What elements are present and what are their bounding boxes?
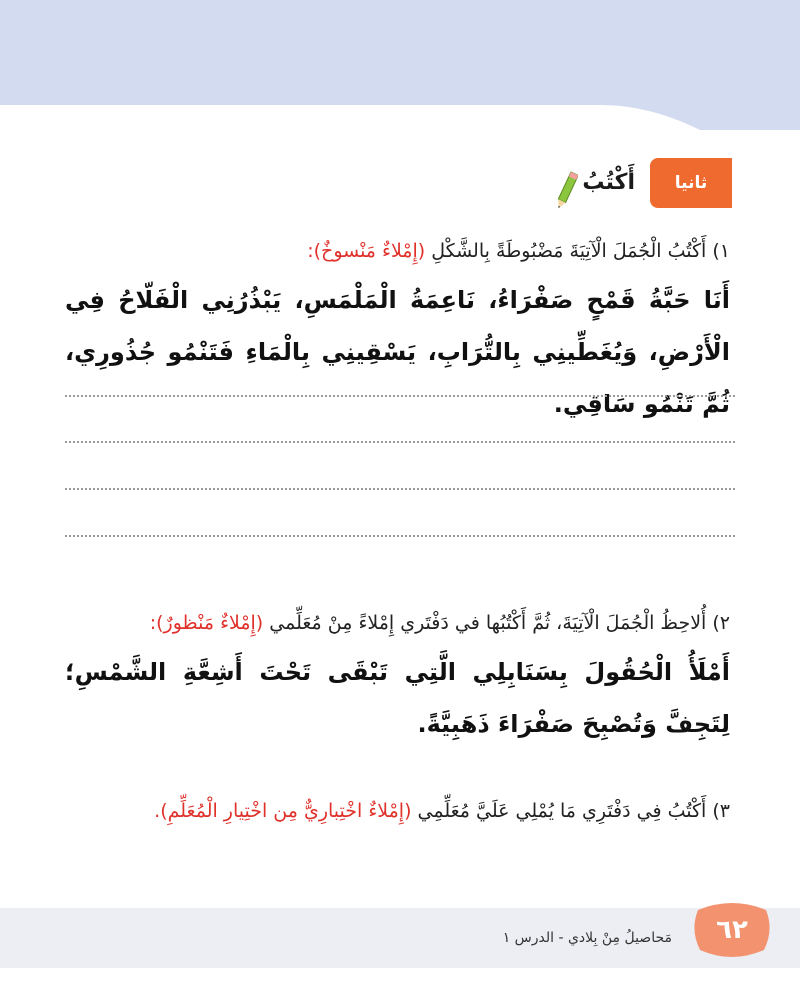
exercise-2-tag: (إِمْلاءٌ مَنْظورٌ):: [149, 612, 264, 634]
exercise-1-instruction-text: ١) أَكْتُبُ الْجُمَلَ الْآتِيَةَ مَضْبُوطَةً بِالشَّكْلِ: [431, 240, 730, 262]
writing-line-1[interactable]: [65, 395, 735, 397]
exercise-1-text: أَنَا حَبَّةُ قَمْحٍ صَفْرَاءُ، نَاعِمَةُ الْمَلْمَسِ، يَبْذُرُنِي الْفَلّاحُ فِي الْأَرْضِ، وَيُغَطِّينِي بِالتُّرَابِ، يَسْقِينِي بِالْمَاءِ فَتَنْمُو جُذُورِي، ثُمَّ تَنْمُو سَاقِي.: [65, 286, 730, 418]
writing-line-2[interactable]: [65, 441, 735, 443]
exercise-3-instruction: [154, 800, 730, 822]
pencil-icon: [556, 168, 578, 212]
exercise-1-tag: (إِمْلاءٌ مَنْسوخٌ):: [307, 240, 426, 262]
page-number-badge: [692, 900, 772, 960]
exercise-2-instruction: [150, 612, 730, 634]
exercise-3-instruction-text: ٣) أَكْتُبُ فِي دَفْتَرِي مَا يُمْلِي عَلَيَّ مُعَلِّمِي: [417, 800, 730, 822]
writing-line-3[interactable]: [65, 488, 735, 490]
writing-line-4[interactable]: [65, 535, 735, 537]
exercise-2-instruction-text: ٢) أُلاحِظُ الْجُمَلَ الْآتِيَةَ، ثُمَّ أَكْتُبُها في دَفْتَري إِمْلاءً مِنْ مُعَلِّمي: [269, 612, 730, 634]
section-title: أَكْتُبُ: [582, 170, 635, 195]
exercise-1-instruction: [307, 240, 730, 262]
section-badge-label: ثانيا: [650, 158, 732, 208]
section-badge: [650, 158, 732, 210]
exercise-2-text: أَمْلَأُ الْحُقُولَ بِسَنَابِلِي الَّتِي تَبْقَى تَحْتَ أَشِعَّةِ الشَّمْسِ؛ لِتَجِفَّ وَتُصْبِحَ صَفْرَاءَ ذَهَبِيَّةً.: [65, 658, 730, 738]
footer-band: [0, 908, 800, 968]
header-band: [0, 0, 800, 130]
exercise-3-tag: (إِمْلاءٌ اخْتِبارِيٌّ مِن اخْتِيارِ الْمُعَلِّمِ).: [154, 800, 412, 822]
footer-lesson: مَحاصيلُ مِنْ بِلادي - الدرس ١: [502, 930, 672, 946]
page-number: ٦٢: [716, 915, 748, 945]
